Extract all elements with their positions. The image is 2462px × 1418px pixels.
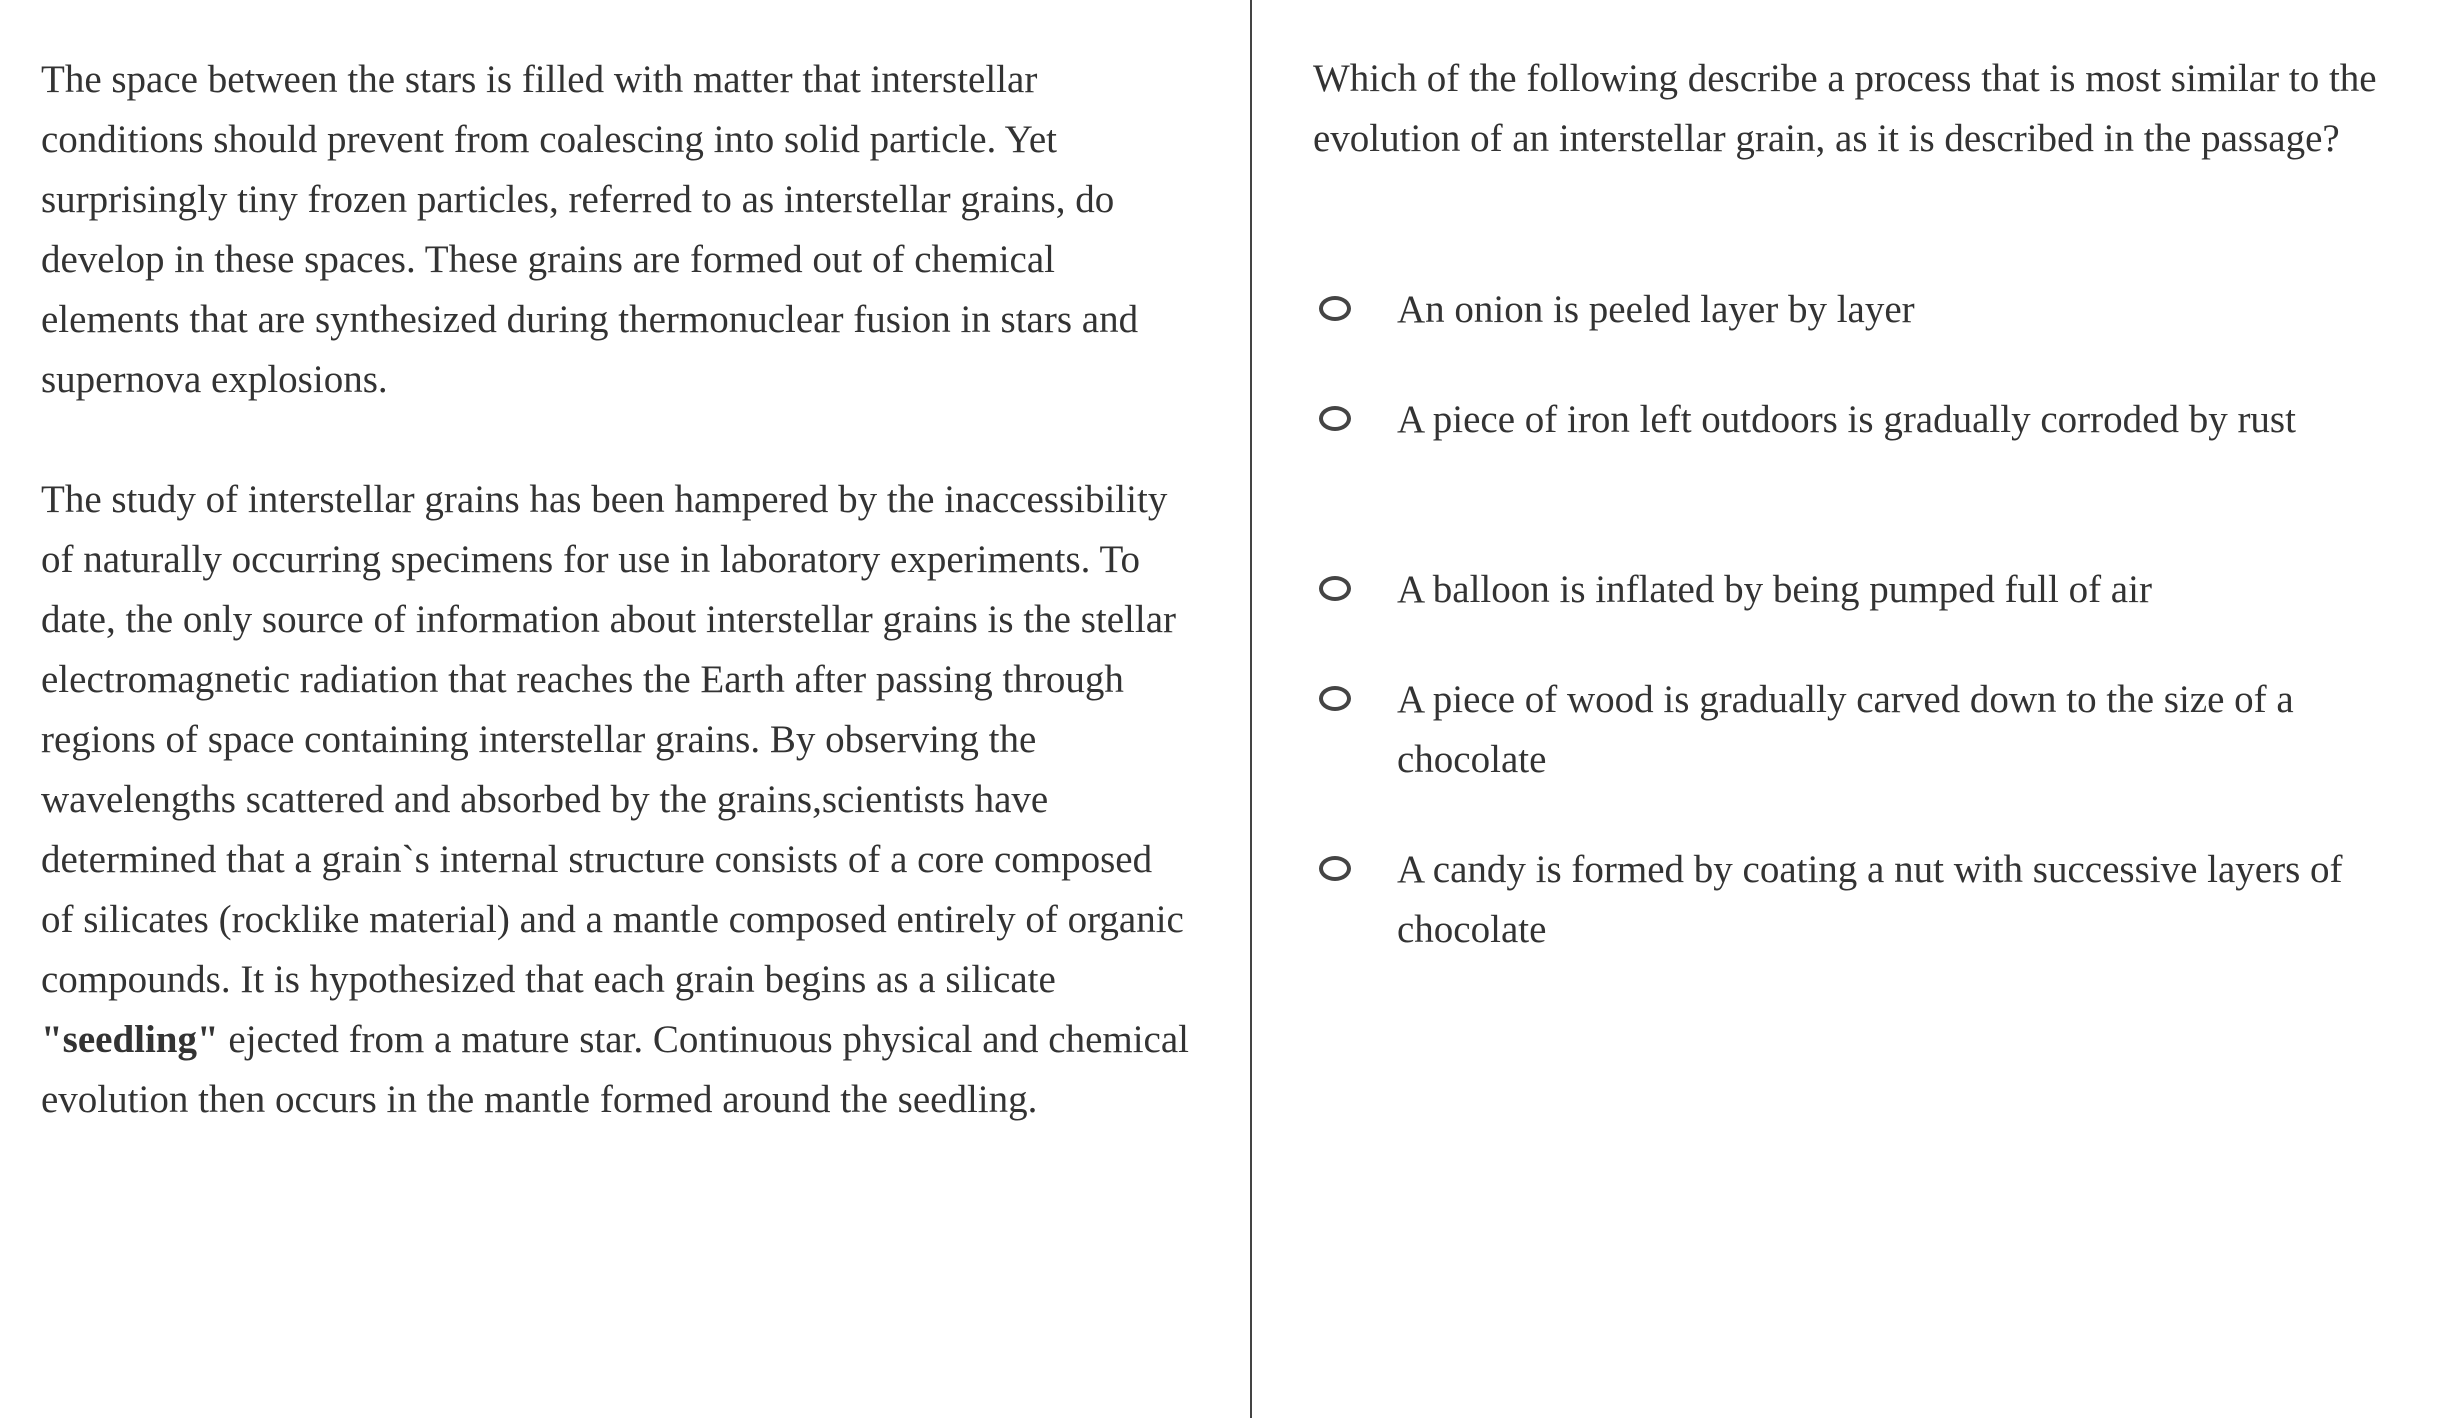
passage-paragraph-2 (41, 470, 1191, 1130)
answer-option-d-label[interactable]: A piece of wood is gradually carved down to the size of a chocolate (1397, 678, 2294, 781)
passage-paragraph-2-text-start: The study of interstellar grains has been hampered by the inaccessibility of naturally occurring specimens for use in laboratory experiments. To date, the only source of information about interstellar grains is the stellar electromagnetic radiation that reaches the Earth after passing through regions of space containing interstellar grains. By observing the wavelengths scattered and absorbed by the grains,scientists have determined that a grain`s internal structure consists of a core composed of silicates (rocklike material) and a mantle composed entirely of organic compounds. It is hypothesized that each grain begins as a silicate (41, 478, 1184, 1001)
radio-button-c[interactable] (1319, 576, 1351, 601)
radio-button-b[interactable] (1319, 406, 1351, 431)
answer-option-c-label[interactable]: A balloon is inflated by being pumped full of air (1397, 568, 2152, 611)
passage-paragraph-2-text-end: ejected from a mature star. Continuous physical and chemical evolution then occurs in the mantle formed around the seedling. (41, 1018, 1190, 1121)
answer-option-b-label[interactable]: A piece of iron left outdoors is gradually corroded by rust (1397, 398, 2296, 441)
answer-option-a-label[interactable]: An onion is peeled layer by layer (1397, 288, 1915, 331)
radio-button-d[interactable] (1319, 686, 1351, 711)
answer-option-e-label[interactable]: A candy is formed by coating a nut with successive layers of chocolate (1397, 848, 2343, 951)
question-stem: Which of the following describe a process that is most similar to the evolution of an interstellar grain, as it is described in the passage? (1313, 57, 2377, 160)
radio-button-e[interactable] (1319, 856, 1351, 881)
pane-divider (1250, 0, 1252, 1418)
passage-paragraph-1: The space between the stars is filled with matter that interstellar conditions should prevent from coalescing into solid particle. Yet surprisingly tiny frozen particles, referred to as interstellar grains, do develop in these spaces. These grains are formed out of chemical elements that are synthesized during thermonuclear fusion in stars and supernova explosions. (41, 58, 1139, 401)
seedling-term: "seedling" (41, 1018, 219, 1061)
question-pane (1313, 0, 2443, 1418)
radio-button-a[interactable] (1319, 296, 1351, 321)
